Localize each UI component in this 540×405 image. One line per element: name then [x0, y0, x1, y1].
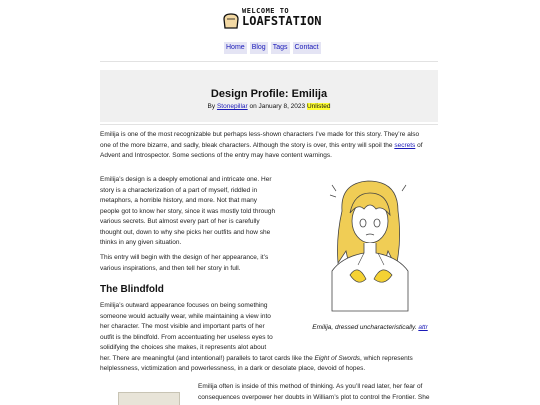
text-line: various inspirations, and then tell her story in full.: [100, 264, 241, 272]
divider: [100, 124, 438, 125]
caption-text: Emilija, dressed uncharacteristically.: [312, 324, 417, 331]
logo-site-name: LOAFSTATION: [242, 14, 322, 28]
character-illustration: [302, 171, 438, 316]
figure-caption: [302, 323, 438, 332]
text-line: her character. The most visible and important parts of her: [100, 323, 265, 330]
text-line: thought out, down to why she picks her outfits and how she: [100, 228, 271, 236]
text-span: , which represents: [360, 354, 413, 362]
secrets-link[interactable]: secrets: [394, 141, 416, 149]
text-line: Emilija often is inside of this method of thinking. As you’ll read later, her fear of: [198, 383, 423, 390]
post-title: Design Profile: Emilija: [210, 88, 328, 100]
text-line: solidifying the choices she makes, it represents alot about: [100, 344, 267, 351]
text-line: someone would actually wear, while maintaining a view into: [100, 312, 271, 320]
bread-loaf-icon: [222, 13, 240, 29]
intro-outline-paragraph: [100, 253, 300, 274]
nav-contact-link[interactable]: Contact: [293, 42, 321, 54]
byline-by: By: [207, 103, 216, 110]
text-line: helplessness, victimization and powerlessness, in a dark or desolate place, devoid of hopes.: [100, 365, 366, 372]
section-heading-blindfold: The Blindfold: [100, 284, 164, 295]
divider: [100, 61, 438, 62]
text-line: Emilija’s outward appearance focuses on being something: [100, 302, 268, 309]
status-badge: Unlisted: [306, 103, 331, 110]
text-line: outfit is the blindfold. From accentuating her useless eyes to: [100, 333, 273, 341]
author-link[interactable]: Stonepillar: [216, 103, 248, 110]
text-span: of: [417, 141, 423, 149]
tarot-card-name: Eight of Swords: [314, 354, 361, 362]
text-line: people got to know her story, since it was mostly told through: [100, 207, 276, 215]
nav-tags-link[interactable]: Tags: [271, 42, 290, 54]
text-line: Emilija’s design is a deeply emotional and intricate one. Her: [100, 176, 272, 183]
design-paragraph: [100, 175, 300, 249]
site-logo[interactable]: [222, 6, 342, 38]
nav-blog-link[interactable]: Blog: [250, 42, 268, 54]
tarot-card-image: [118, 392, 180, 405]
logo-welcome-text: WELCOME TO: [242, 7, 290, 15]
post-byline: [100, 102, 438, 111]
text-line: metaphors, a horrible history, and more. Not that many: [100, 197, 258, 204]
main-nav: [224, 42, 321, 54]
text-line: This entry will begin with the design of her appearance, it’s: [100, 254, 269, 261]
text-line: Emilija is one of the most recognizable but perhaps less-shown characters I’ve made for this story. They’re also: [100, 131, 420, 138]
post-date: on January 8, 2023: [249, 103, 306, 110]
text-span: one of the more bizarre, and sadly, bleak characters. Although the story is over, this entry will spoil the: [100, 141, 393, 149]
text-line: [100, 354, 440, 365]
text-line: Advent and Introspector. Some sections of the entry may have content warnings.: [100, 152, 332, 159]
text-line: thinks in any given situation.: [100, 239, 182, 246]
text-span: her. There are meaningful (and intentional!) parallels to tarot cards like the: [100, 354, 313, 362]
nav-home-link[interactable]: Home: [224, 42, 247, 54]
text-line: various secrets. But almost every part of her is carefully: [100, 218, 260, 225]
text-line: story is a characterization of a part of myself, riddled in: [100, 186, 258, 194]
text-line: consequences overpower her doubts in William’s plot to control the Frontier. She: [198, 393, 430, 401]
text-line: [100, 141, 440, 152]
post-header: [100, 70, 438, 122]
thinking-paragraph: [198, 382, 440, 403]
attribution-link[interactable]: attr: [418, 324, 428, 331]
intro-paragraph: [100, 130, 440, 162]
